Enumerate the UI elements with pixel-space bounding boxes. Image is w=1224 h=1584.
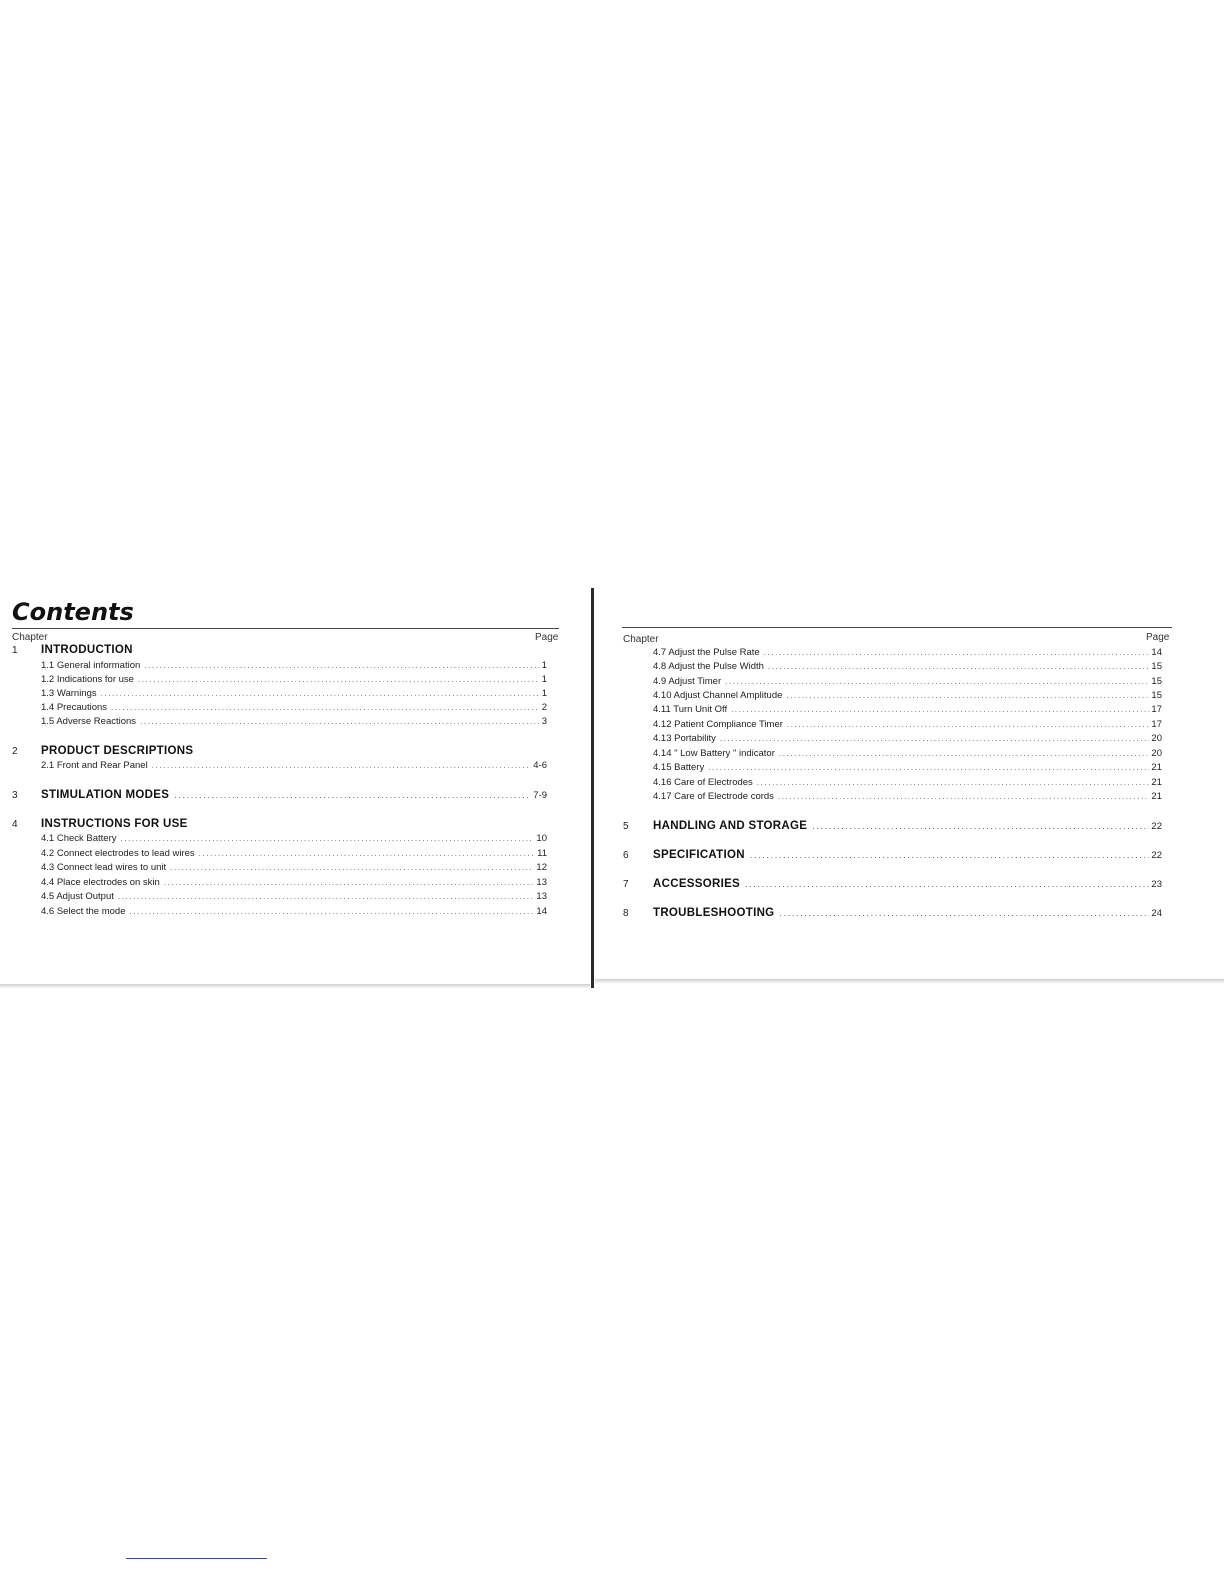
leader-dots <box>164 878 535 887</box>
leader-dots <box>101 689 540 698</box>
toc-entry-title: 1.5 Adverse Reactions <box>41 716 137 727</box>
leader-dots <box>140 717 540 726</box>
leader-dots <box>111 703 540 712</box>
toc-entry[interactable] <box>41 848 547 859</box>
chapter-title: INTRODUCTION <box>41 644 133 656</box>
leader-dots <box>750 851 1150 860</box>
toc-entry-page: 13 <box>536 891 547 902</box>
leader-dots <box>130 907 535 916</box>
toc-entry-page: 15 <box>1151 676 1162 687</box>
left-page <box>0 580 590 985</box>
toc-entry[interactable] <box>41 877 547 888</box>
toc-entry-title: 4.5 Adjust Output <box>41 891 114 902</box>
right-page-edge <box>595 979 1224 984</box>
leader-dots <box>121 834 535 843</box>
leader-dots <box>757 778 1150 787</box>
toc-entry[interactable] <box>41 688 547 699</box>
chapter-title: TROUBLESHOOTING <box>653 907 775 919</box>
toc-entry-title: 4.8 Adjust the Pulse Width <box>653 661 764 672</box>
leader-dots <box>779 749 1150 758</box>
toc-entry[interactable] <box>653 676 1162 687</box>
chapter-page: 22 <box>1151 850 1162 861</box>
toc-entry-page: 2 <box>541 702 547 713</box>
leader-dots <box>764 648 1150 657</box>
toc-entry-page: 21 <box>1151 762 1162 773</box>
toc-entry-title: 4.17 Care of Electrode cords <box>653 791 774 802</box>
toc-entry-title: 4.15 Battery <box>653 762 705 773</box>
chapter-number: 8 <box>623 908 629 919</box>
chapter-entry[interactable] <box>653 878 1162 890</box>
toc-entry-page: 14 <box>536 906 547 917</box>
leader-dots <box>745 880 1149 889</box>
toc-entry[interactable] <box>653 690 1162 701</box>
toc-entry[interactable] <box>653 762 1162 773</box>
toc-entry[interactable] <box>653 748 1162 759</box>
chapter-page: 23 <box>1151 879 1162 890</box>
chapter-title: PRODUCT DESCRIPTIONS <box>41 745 194 757</box>
leader-dots <box>174 791 531 800</box>
chapter-title: ACCESSORIES <box>653 878 741 890</box>
toc-entry-page: 17 <box>1151 704 1162 715</box>
chapter-title: HANDLING AND STORAGE <box>653 820 808 832</box>
chapter-number: 3 <box>12 790 18 801</box>
toc-entry-page: 17 <box>1151 719 1162 730</box>
toc-entry-title: 1.4 Precautions <box>41 702 108 713</box>
chapter-page: 22 <box>1151 821 1162 832</box>
toc-entry-page: 15 <box>1151 661 1162 672</box>
leader-dots <box>768 662 1150 671</box>
toc-entry-page: 4-6 <box>533 760 547 771</box>
leader-dots <box>787 720 1150 729</box>
toc-entry[interactable] <box>41 906 547 917</box>
contents-heading: Contents <box>12 598 134 626</box>
chapter-number: 6 <box>623 850 629 861</box>
chapter-entry[interactable] <box>41 789 547 801</box>
toc-entry[interactable] <box>41 716 547 727</box>
toc-entry-page: 13 <box>536 877 547 888</box>
toc-entry-title: 4.1 Check Battery <box>41 833 117 844</box>
leader-dots <box>152 761 532 770</box>
chapter-title: INSTRUCTIONS FOR USE <box>41 818 188 830</box>
toc-entry[interactable] <box>653 777 1162 788</box>
leader-dots <box>786 691 1149 700</box>
toc-entry-page: 1 <box>541 660 547 671</box>
toc-entry-title: 2.1 Front and Rear Panel <box>41 760 148 771</box>
toc-entry[interactable] <box>653 733 1162 744</box>
chapter-number: 5 <box>623 821 629 832</box>
toc-entry-title: 4.16 Care of Electrodes <box>653 777 753 788</box>
toc-entry-page: 14 <box>1151 647 1162 658</box>
heading-rule <box>12 628 559 629</box>
toc-entry-page: 20 <box>1151 748 1162 759</box>
chapter-entry[interactable] <box>653 849 1162 861</box>
toc-entry-page: 1 <box>541 674 547 685</box>
leader-dots <box>199 849 535 858</box>
toc-entry[interactable] <box>653 704 1162 715</box>
right-heading-rule <box>622 627 1172 628</box>
toc-entry[interactable] <box>41 891 547 902</box>
toc-entry-title: 4.13 Portability <box>653 733 716 744</box>
toc-entry-page: 1 <box>541 688 547 699</box>
toc-entry-title: 4.2 Connect electrodes to lead wires <box>41 848 195 859</box>
toc-entry-title: 4.4 Place electrodes on skin <box>41 877 160 888</box>
leader-dots <box>778 792 1149 801</box>
toc-entry-page: 15 <box>1151 690 1162 701</box>
leader-dots <box>812 822 1149 831</box>
left-page-edge <box>0 984 590 989</box>
toc-entry[interactable] <box>41 674 547 685</box>
toc-entry-title: 4.12 Patient Compliance Timer <box>653 719 783 730</box>
toc-entry[interactable] <box>653 791 1162 802</box>
page-column-label: Page <box>535 632 559 643</box>
leader-dots <box>138 675 540 684</box>
toc-entry[interactable] <box>653 661 1162 672</box>
chapter-number: 1 <box>12 645 18 656</box>
toc-entry-title: 4.7 Adjust the Pulse Rate <box>653 647 760 658</box>
leader-dots <box>731 705 1149 714</box>
chapter-column-label: Chapter <box>12 632 48 643</box>
chapter-number: 2 <box>12 746 18 757</box>
toc-entry-title: 1.3 Warnings <box>41 688 97 699</box>
chapter-entry[interactable] <box>653 907 1162 919</box>
leader-dots <box>144 661 539 670</box>
toc-entry[interactable] <box>41 660 547 671</box>
toc-entry-page: 20 <box>1151 733 1162 744</box>
toc-entry-page: 21 <box>1151 791 1162 802</box>
toc-entry[interactable] <box>41 760 547 771</box>
toc-entry-title: 4.14 " Low Battery " indicator <box>653 748 775 759</box>
leader-dots <box>170 863 534 872</box>
book-spine <box>591 588 594 988</box>
leader-dots <box>720 734 1150 743</box>
chapter-entry[interactable] <box>653 820 1162 832</box>
chapter-page: 7-9 <box>533 790 547 801</box>
leader-dots <box>725 677 1149 686</box>
toc-entry-title: 4.9 Adjust Timer <box>653 676 722 687</box>
toc-entry-page: 21 <box>1151 777 1162 788</box>
chapter-number: 7 <box>623 879 629 890</box>
chapter-page: 24 <box>1151 908 1162 919</box>
toc-entry[interactable] <box>41 833 547 844</box>
chapter-column-label: Chapter <box>623 634 659 645</box>
chapter-title: SPECIFICATION <box>653 849 745 861</box>
page-column-label: Page <box>1146 632 1170 643</box>
toc-entry-title: 4.10 Adjust Channel Amplitude <box>653 690 783 701</box>
toc-entry-page: 10 <box>536 833 547 844</box>
toc-entry-title: 4.6 Select the mode <box>41 906 126 917</box>
underline-mark <box>126 1558 267 1559</box>
chapter-title: STIMULATION MODES <box>41 789 170 801</box>
toc-entry[interactable] <box>653 647 1162 658</box>
toc-entry-page: 3 <box>541 716 547 727</box>
toc-entry[interactable] <box>653 719 1162 730</box>
toc-entry-title: 1.2 Indications for use <box>41 674 134 685</box>
toc-entry-page: 11 <box>537 848 547 859</box>
toc-entry-title: 4.3 Connect lead wires to unit <box>41 862 167 873</box>
leader-dots <box>708 763 1149 772</box>
leader-dots <box>118 892 535 901</box>
leader-dots <box>779 909 1149 918</box>
toc-entry[interactable] <box>41 862 547 873</box>
chapter-number: 4 <box>12 819 18 830</box>
toc-entry[interactable] <box>41 702 547 713</box>
toc-entry-page: 12 <box>536 862 547 873</box>
toc-entry-title: 1.1 General information <box>41 660 141 671</box>
toc-entry-title: 4.11 Turn Unit Off <box>653 704 728 715</box>
